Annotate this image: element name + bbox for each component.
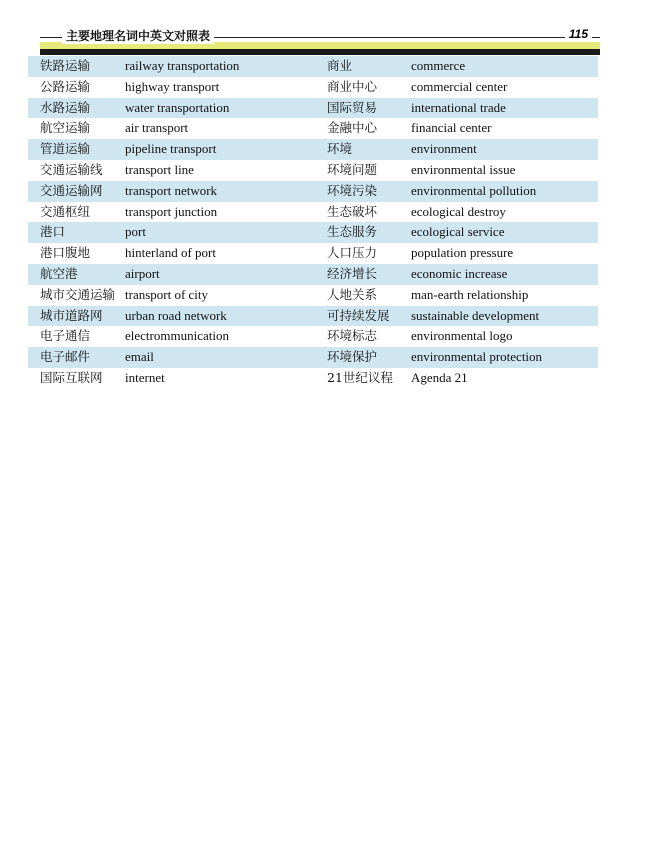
chinese-term: 航空港 [40,265,78,281]
chinese-term: 港口 [40,224,66,240]
english-term: transport of city [125,286,209,302]
table-row [28,222,598,243]
chinese-term: 城市交通运输 [40,286,116,302]
chinese-term: 商业 [327,58,353,73]
table-row [28,368,598,389]
chinese-term: 交通运输线 [40,161,103,177]
chinese-term: 国际贸易 [327,99,378,115]
table-row [28,118,598,139]
chinese-term: 经济增长 [327,265,378,281]
chinese-term: 环境问题 [327,161,378,177]
chinese-term: 人口压力 [327,245,378,261]
table-row [28,77,598,98]
english-term: water transportation [125,99,230,115]
english-term: environmental logo [411,328,513,344]
table-row [28,326,598,347]
chinese-term: 环境 [327,141,353,157]
chinese-term: 可持续发展 [327,307,390,323]
chinese-term: 21世纪议程 [327,369,393,385]
table-row [28,181,598,202]
english-term: commerce [411,58,466,73]
english-term: pipeline transport [125,141,217,157]
table-row [28,139,598,160]
english-term: transport line [125,161,194,177]
chinese-term: 电子邮件 [40,349,91,365]
english-term: international trade [411,99,506,115]
english-term: airport [125,265,160,281]
table-row [28,347,598,368]
english-term: environmental issue [411,161,516,177]
english-term: ecological destroy [411,203,506,219]
chinese-term: 管道运输 [40,141,91,157]
english-term: ecological service [411,224,505,240]
chinese-term: 金融中心 [327,120,378,136]
english-term: Agenda 21 [411,369,468,385]
page-header [40,24,600,54]
chinese-term: 环境保护 [327,349,378,365]
english-term: email [125,349,154,365]
table-row [28,306,598,327]
chinese-term: 环境污染 [327,182,378,198]
english-term: railway transportation [125,58,240,73]
chinese-term: 生态破坏 [327,203,378,219]
english-term: population pressure [411,245,514,261]
english-term: commercial center [411,78,508,94]
chinese-term: 水路运输 [40,99,91,115]
table-row [28,202,598,223]
chinese-term: 电子通信 [40,328,91,344]
english-term: internet [125,369,165,385]
table-row [28,98,598,119]
chinese-term: 航空运输 [40,120,91,136]
header-dark-band [40,49,600,55]
english-term: environment [411,141,477,157]
chinese-term: 城市道路网 [40,307,103,323]
chinese-term: 港口腹地 [40,245,91,261]
english-term: sustainable development [411,307,540,323]
chinese-term: 交通运输网 [40,182,103,198]
english-term: urban road network [125,307,227,323]
english-term: environmental pollution [411,182,537,198]
english-term: air transport [125,120,189,136]
english-term: port [125,224,146,240]
table-row [28,264,598,285]
english-term: electrommunication [125,328,229,344]
chinese-term: 人地关系 [327,286,378,302]
chinese-term: 环境标志 [327,328,378,344]
chinese-term: 公路运输 [40,78,91,94]
table-row [28,285,598,306]
glossary-table [28,56,598,389]
english-term: environmental protection [411,349,543,365]
chinese-term: 铁路运输 [40,58,91,73]
chinese-term: 交通枢纽 [40,203,91,219]
english-term: economic increase [411,265,508,281]
table-row [28,243,598,264]
english-term: hinterland of port [125,245,216,261]
table-row [28,56,598,77]
page-title: 主要地理名词中英文对照表 [62,27,214,44]
chinese-term: 国际互联网 [40,369,103,385]
table-row [28,160,598,181]
page-number: 115 [565,27,592,41]
english-term: transport junction [125,203,218,219]
english-term: transport network [125,182,218,198]
chinese-term: 商业中心 [327,78,378,94]
chinese-term: 生态服务 [327,224,378,240]
english-term: highway transport [125,78,220,94]
english-term: financial center [411,120,492,136]
english-term: man-earth relationship [411,286,529,302]
